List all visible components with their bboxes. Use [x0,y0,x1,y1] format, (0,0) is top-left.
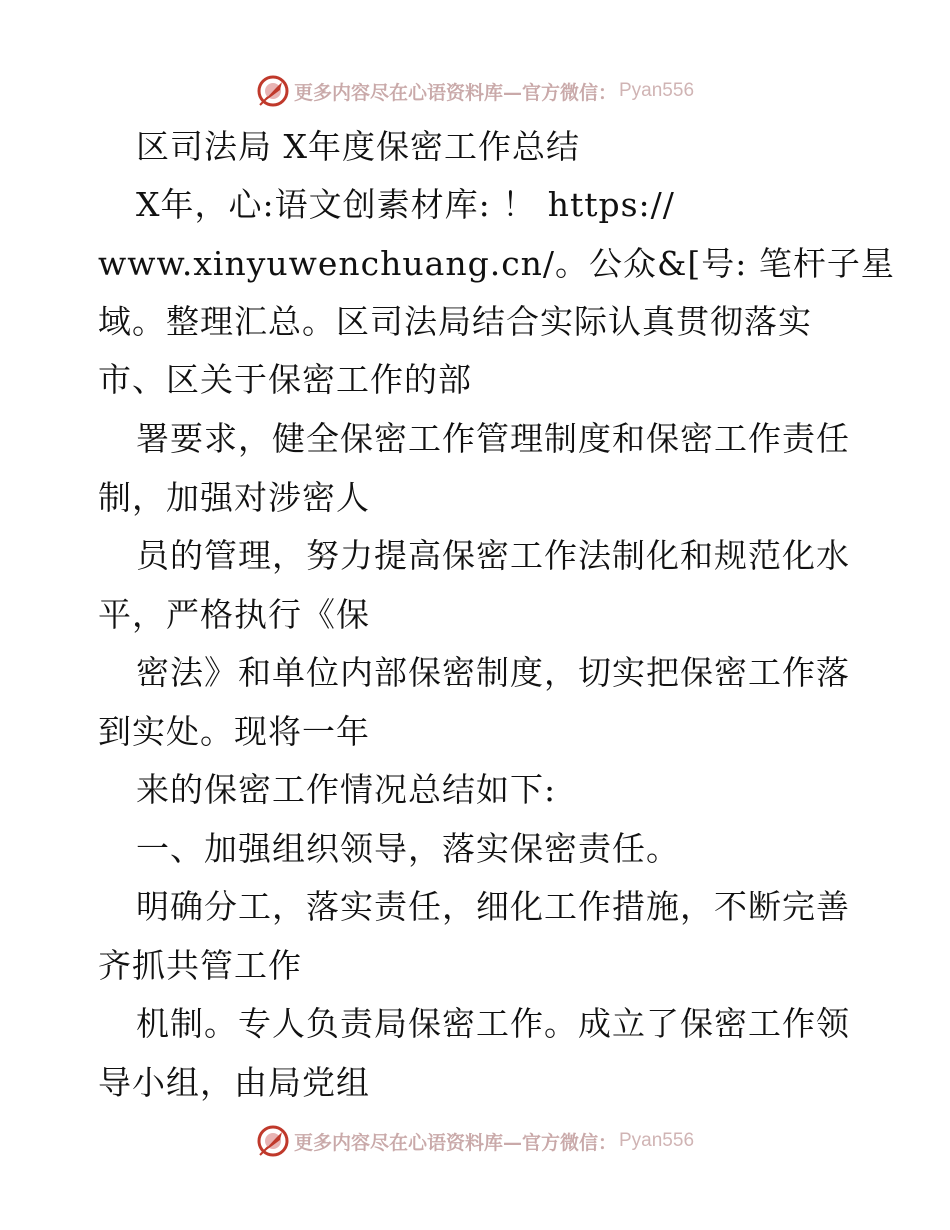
paragraph-line: 密法》和单位内部保密制度，切实把保密工作落 [136,653,850,692]
watermark-wechat-id: Pyan556 [619,1130,695,1151]
footer-watermark [0,1121,950,1161]
paragraph-line: 平，严格执行《保 [98,595,370,634]
header-watermark [0,71,950,111]
paragraph-line: 明确分工，落实责任，细化工作措施，不断完善 [136,887,850,926]
quill-logo-icon [256,1124,290,1158]
quill-logo-icon [256,74,290,108]
paragraph-line: 署要求，健全保密工作管理制度和保密工作责任 [136,419,850,458]
paragraph-line: 机制。专人负责局保密工作。成立了保密工作领 [136,1004,850,1043]
paragraph-line: www.xinyuwenchuang.cn/。公众&[号: 笔杆子星 [98,244,895,283]
paragraph-line: 域。整理汇总。区司法局结合实际认真贯彻落实 [98,302,812,341]
watermark-text: 更多内容尽在心语资料库—官方微信： [293,81,617,104]
paragraph-line: X年，心:语文创素材库: ！ https:// [136,185,675,224]
section-heading: 一、加强组织领导，落实保密责任。 [136,829,680,868]
paragraph-line: 导小组，由局党组 [98,1063,370,1102]
paragraph-line: 齐抓共管工作 [98,946,302,985]
paragraph-line: 员的管理，努力提高保密工作法制化和规范化水 [136,536,850,575]
paragraph-line: 市、区关于保密工作的部 [98,360,472,399]
watermark-wechat-id: Pyan556 [619,80,695,101]
paragraph-line: 到实处。现将一年 [98,712,370,751]
watermark-text: 更多内容尽在心语资料库—官方微信： [293,1131,617,1154]
document-title: 区司法局 X年度保密工作总结 [136,127,580,166]
paragraph-line: 制，加强对涉密人 [98,478,370,517]
paragraph-line: 来的保密工作情况总结如下: [136,770,557,809]
